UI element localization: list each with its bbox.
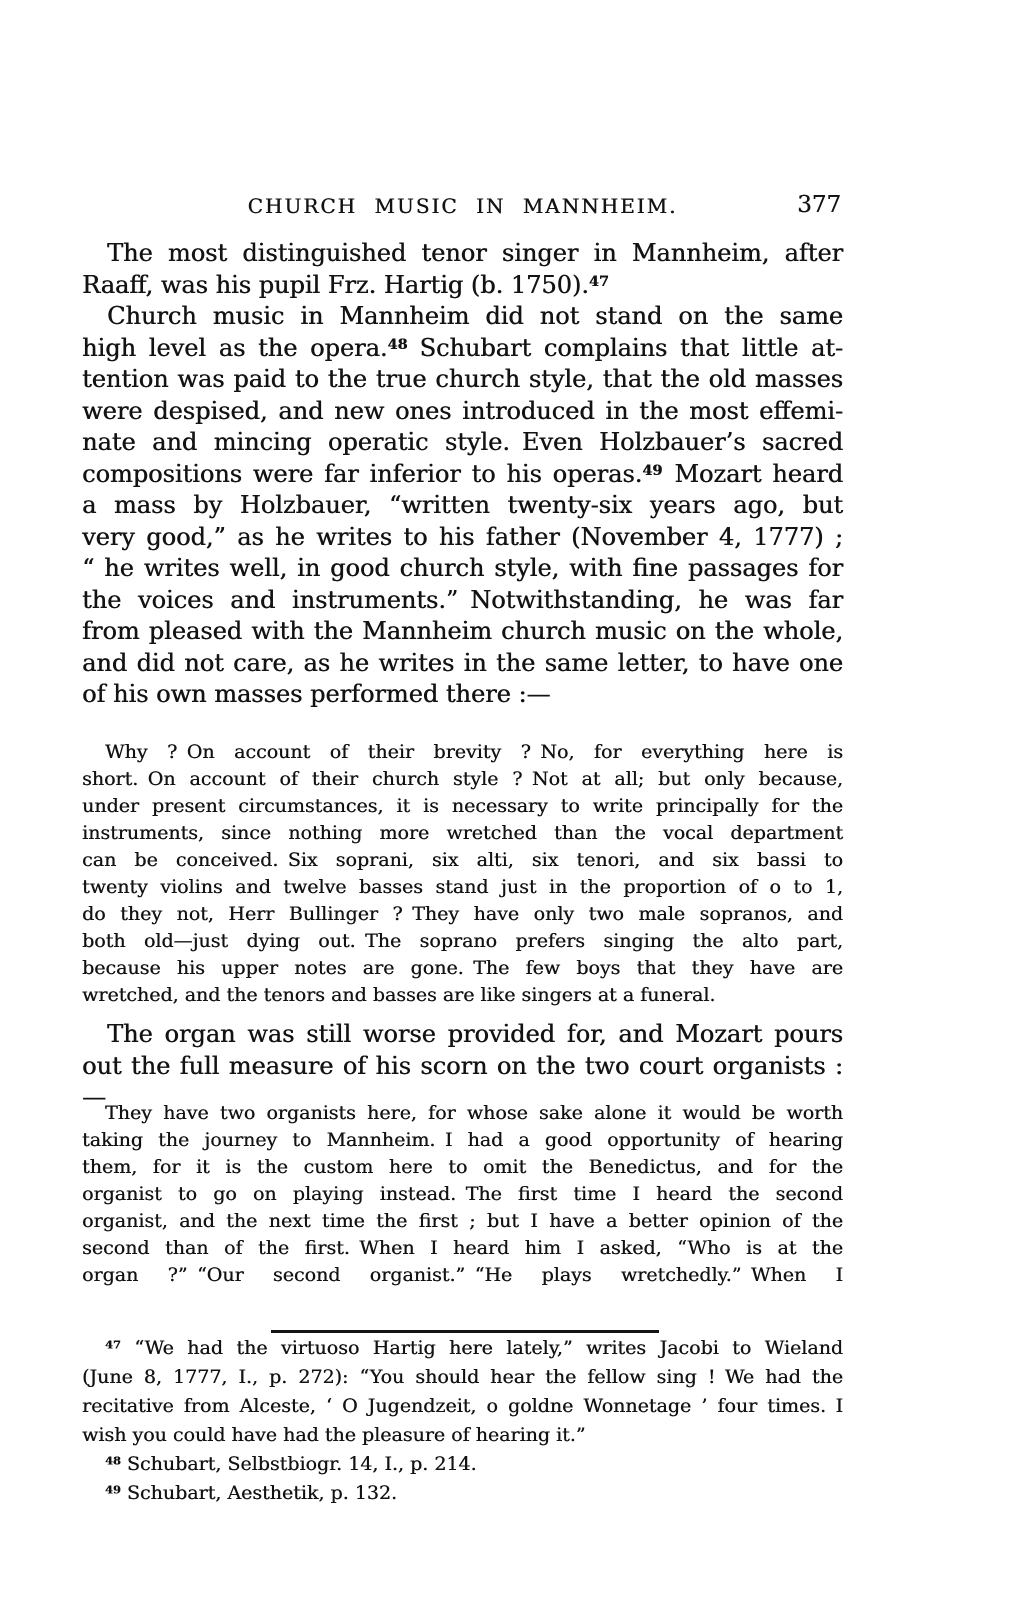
text-line: “ he writes well, in good church style, with fine passages for	[82, 554, 843, 582]
text-line: both old—just dying out. The soprano prefers singing the alto part,	[82, 930, 843, 952]
footnote-reference: 49	[642, 461, 663, 479]
text-line: them, for it is the custom here to omit the Benedictus, and for the	[82, 1156, 843, 1178]
footnote-49	[82, 1479, 843, 1508]
footnotes-section	[82, 1334, 843, 1508]
running-header	[82, 194, 843, 224]
text-line: second than of the first. When I heard him I asked, “Who is at the	[82, 1237, 843, 1259]
text-line: wish you could have had the pleasure of hearing it.”	[82, 1424, 586, 1446]
text-line: organist, and the next time the first ; but I have a better opinion of the	[82, 1210, 843, 1232]
text-line: Raaff, was his pupil Frz. Hartig (b. 1750).$^{47}$	[82, 270, 609, 299]
text-line: very good,” as he writes to his father (November 4, 1777) ;	[82, 522, 843, 551]
paragraph-tenor-singer	[82, 238, 843, 301]
text-line: from pleased with the Mannheim church music on the whole,	[82, 617, 843, 645]
text-line: (June 8, 1777, I., p. 272): “You should hear the fellow sing ! We had the	[82, 1366, 843, 1388]
text-line: They have two organists here, for whose sake alone it would be worth	[105, 1102, 843, 1124]
text-line: because his upper notes are gone. The few boys that they have are	[82, 957, 843, 979]
text-line: recitative from Alceste, ‘ O Jugendzeit, o goldne Wonnetage ’ four times. I	[82, 1395, 843, 1417]
footnote-reference: 47	[105, 1337, 121, 1352]
text-line: short. On account of their church style ? Not at all; but only because,	[82, 768, 843, 790]
text-line: organist to go on playing instead. The first time I heard the second	[82, 1183, 843, 1205]
text-line: instruments, since nothing more wretched than the vocal department	[82, 822, 843, 844]
text-line: the voices and instruments.” Notwithstanding, he was far	[82, 585, 843, 614]
text-line: do they not, Herr Bullinger ? They have only two male sopranos, and	[82, 903, 843, 925]
text-line: of his own masses performed there :—	[82, 680, 551, 708]
footnote-reference: 48	[105, 1453, 121, 1468]
text-line: The organ was still worse provided for, and Mozart pours	[107, 1020, 843, 1048]
text-line: Church music in Mannheim did not stand on the same	[107, 302, 843, 330]
text-line: organ ?” “Our second organist.” “He plays wretchedly.” When I	[82, 1264, 843, 1286]
footnote-47	[82, 1334, 843, 1450]
text-line: Why ? On account of their brevity ? No, for everything here is	[105, 741, 843, 763]
text-line: nate and mincing operatic style. Even Holzbauer’s sacred	[82, 428, 843, 456]
page-number: 377	[797, 192, 841, 218]
running-header-title: CHURCH MUSIC IN MANNHEIM.	[247, 194, 678, 218]
text-line: The most distinguished tenor singer in Mannheim, after	[107, 239, 843, 267]
block-quote-mozart-letter	[82, 739, 843, 1009]
footnote-48	[82, 1450, 843, 1479]
text-line: twenty violins and twelve basses stand just in the proportion of o to 1,	[82, 876, 843, 898]
text-line: compositions were far inferior to his operas.$^{49}$ Mozart heard	[82, 459, 843, 488]
text-line: under present circumstances, it is necessary to write principally for the	[82, 795, 843, 817]
footnote-divider-rule	[271, 1330, 659, 1333]
text-line: a mass by Holzbauer, “written twenty-six years ago, but	[82, 491, 843, 519]
footnote-reference: 47	[588, 272, 609, 290]
text-line: $^{47}$ “We had the virtuoso Hartig here lately,” writes Jacobi to Wieland	[105, 1337, 843, 1359]
text-line: high level as the opera.$^{48}$ Schubart complains that little at-	[82, 333, 844, 362]
text-line: out the full measure of his scorn on the two court organists :—	[82, 1051, 843, 1111]
text-line: taking the journey to Mannheim. I had a good opportunity of hearing	[82, 1129, 843, 1151]
text-line: wretched, and the tenors and basses are like singers at a funeral.	[82, 984, 716, 1006]
footnote-reference: 48	[387, 335, 408, 353]
text-line: $^{48}$ Schubart, Selbstbiogr. 14, I., p. 214.	[105, 1453, 477, 1475]
block-quote-organists	[82, 1100, 843, 1289]
text-line: were despised, and new ones introduced in the most effemi-	[82, 396, 843, 425]
text-line: tention was paid to the true church style, that the old masses	[82, 365, 843, 393]
text-line: and did not care, as he writes in the same letter, to have one	[82, 648, 843, 677]
text-line: can be conceived. Six soprani, six alti, six tenori, and six bassi to	[82, 849, 843, 871]
text-line: $^{49}$ Schubart, Aesthetik, p. 132.	[105, 1482, 397, 1504]
footnote-reference: 49	[105, 1482, 121, 1497]
paragraph-church-music	[82, 301, 843, 711]
